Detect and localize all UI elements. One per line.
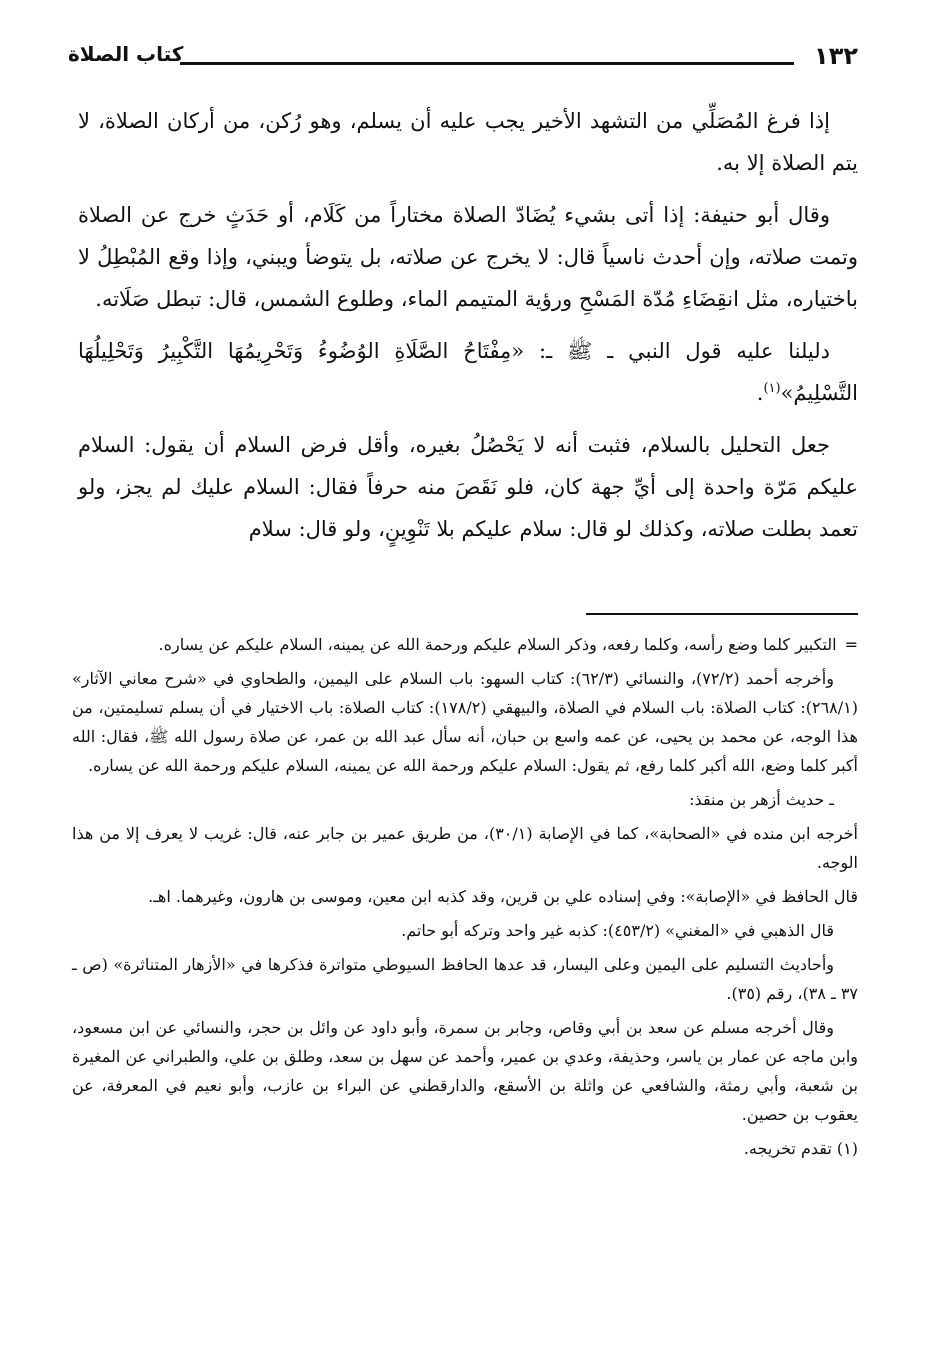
continuation-mark: =: [844, 635, 858, 654]
book-title: كتاب الصلاة: [68, 42, 184, 66]
footnote-paragraph: وأحاديث التسليم على اليمين وعلى اليسار، قد عدها الحافظ السيوطي متواترة فذكرها في «الأزهار المتناثرة» (ص ـ ٣٧ ـ ٣٨)، رقم (٣٥).: [72, 955, 858, 1003]
footnote-1: (١) تقدم تخريجه.: [743, 1139, 858, 1158]
footnote-paragraph: قال الحافظ في «الإصابة»: وفي إسناده علي بن قرين، وقد كذبه ابن معين، وموسى بن هارون، وغيرهما. اهـ.: [148, 887, 858, 906]
page-number: ١٣٢: [814, 42, 858, 70]
evidence-end: .: [756, 381, 764, 405]
footnote-ref-1: (١): [763, 381, 781, 396]
footnote-paragraph: أخرجه ابن منده في «الصحابة»، كما في الإصابة (٣٠/١)، من طريق عمير بن جابر عنه، قال: غريب لا يعرف إلا من هذا الوجه.: [72, 824, 859, 872]
footnotes: [72, 630, 858, 1168]
footnote-paragraph: قال الذهبي في «المغني» (٤٥٣/٢): كذبه غير واحد وتركه أبو حاتم.: [401, 921, 834, 940]
footnote-continuation: [72, 630, 858, 659]
header-rule: [180, 62, 794, 65]
evidence-text: دليلنا عليه قول النبي ـ ﷺ ـ: «مِفْتَاحُ الصَّلَاةِ الوُضُوءُ وَتَحْرِيمُهَا التَّكْبِيرُ وَتَحْلِيلُهَا التَّسْلِيمُ»: [78, 339, 858, 405]
footnote-paragraph: ـ حديث أزهر بن منقذ:: [689, 790, 834, 809]
main-text: [78, 100, 858, 550]
paragraph-taslim: جعل التحليل بالسلام، فثبت أنه لا يَحْصُلُ بغيره، وأقل فرض السلام أن يقول: السلام عليكم مَرّة واحدة إلى أيِّ جهة كان، فلو نَقَصَ منه حرفاً فقال: السلام عليك لم يجز، ولو تعمد بطلت صلاته، وكذلك لو قال: سلام عليكم بلا تَنْوِينٍ، ولو قال: سلام: [78, 433, 858, 541]
footnote-paragraph: وقال أخرجه مسلم عن سعد بن أبي وقاص، وجابر بن سمرة، وأبو داود عن وائل بن حجر، والنسائي عن ابن مسعود، وابن ماجه عن عمار بن ياسر، وحذيفة، وعدي بن عمير، وأحمد عن سهل بن سعد، وطلق بن علي، والطبراني عن المغيرة بن شعبة، وأبي رمثة، والشافعي عن واثلة بن الأسقع، والدارقطني عن البراء بن عازب، وأبو نعيم في المعرفة، عن يعقوب بن حصين.: [72, 1018, 859, 1124]
running-header: [68, 40, 858, 80]
footnote-paragraph: وأخرجه أحمد (٧٢/٢)، والنسائي (٦٢/٣): كتاب السهو: باب السلام على اليمين، والطحاوي في «شرح معاني الآثار» (٢٦٨/١): كتاب الصلاة: باب السلام في الصلاة، والبيهقي (١٧٨/٢): كتاب الصلاة: باب الاختيار في أن يسلم تسليمتين، من هذا الوجه، عن محمد بن يحيى، عن عمه واسع بن حبان، أنه سأل عبد الله بن عمر، عن صلاة رسول الله ﷺ، فقال: الله أكبر كلما وضع، الله أكبر كلما رفع، ثم يقول: السلام عليكم ورحمة الله عن يمينه، السلام عليكم ورحمة الله عن يساره.: [72, 669, 858, 775]
paragraph-evidence: [78, 330, 858, 414]
paragraph-abu-hanifa: وقال أبو حنيفة: إذا أتى بشيء يُضَادّ الصلاة مختاراً من كَلَام، أو حَدَثٍ خرج عن الصلاة وتمت صلاته، وإن أحدث ناسياً قال: لا يخرج عن صلاته، بل يتوضأ ويبني، وإذا وقع المُبْطِلُ لا باختياره، مثل انقِضَاءِ مُدّة المَسْحِ ورؤية المتيمم الماء، وطلوع الشمس، قال: تبطل صَلَاته.: [78, 203, 858, 311]
footnote-text: التكبير كلما وضع رأسه، وكلما رفعه، وذكر السلام عليكم ورحمة الله عن يمينه، السلام عليكم عن يساره.: [158, 635, 837, 654]
paragraph-obligation: إذا فرغ المُصَلِّي من التشهد الأخير يجب عليه أن يسلم، وهو رُكن، من أركان الصلاة، لا يتم الصلاة إلا به.: [78, 109, 858, 175]
footnote-separator: [586, 613, 858, 615]
